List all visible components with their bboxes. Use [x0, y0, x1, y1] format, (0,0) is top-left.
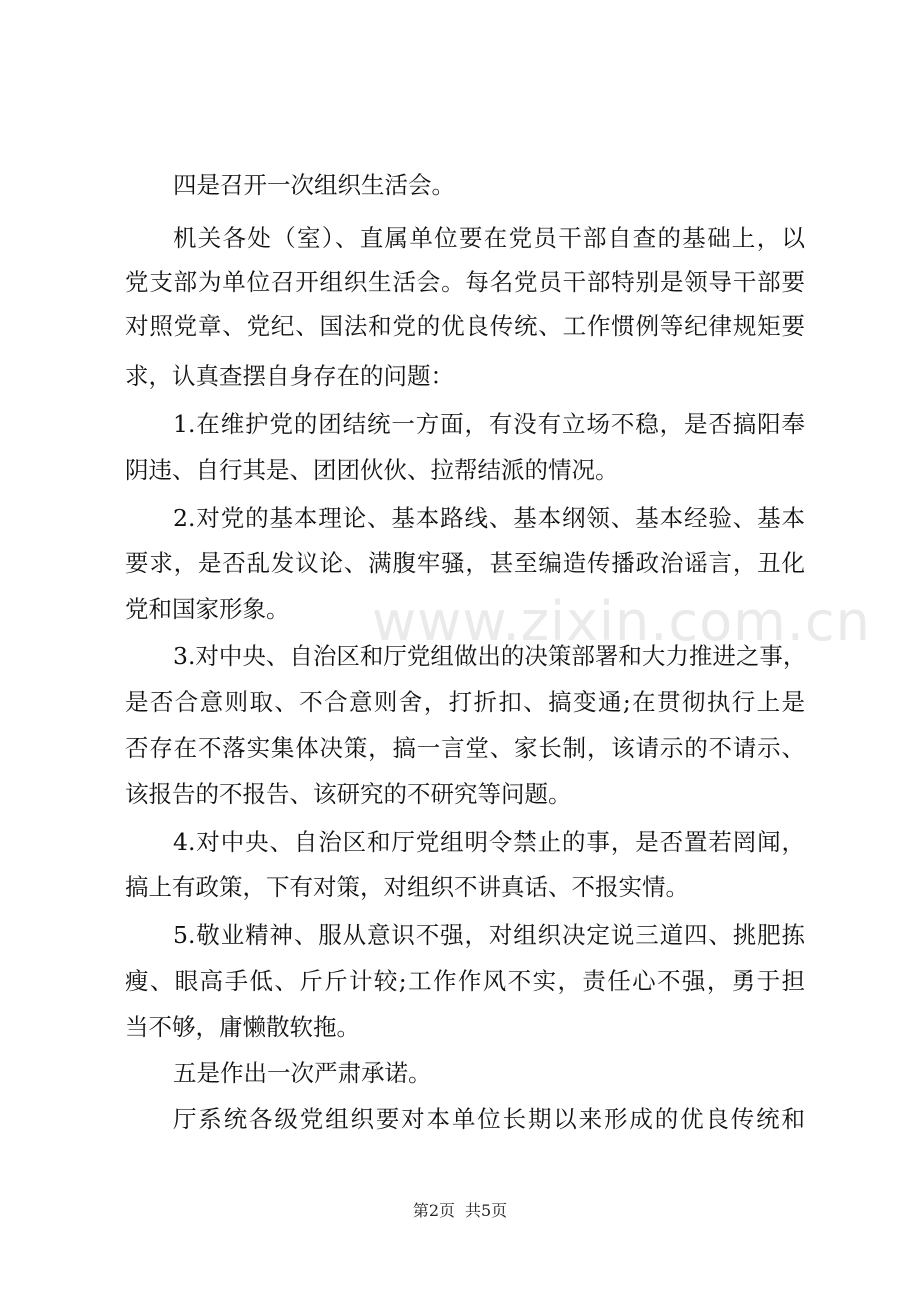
list-item-2-line: 党和国家形象。 — [125, 595, 290, 623]
list-item-3-line: 该报告的不报告、该研究的不研究等问题。 — [125, 780, 572, 808]
page-footer — [0, 1200, 920, 1222]
list-item-2-line: 要求，是否乱发议论、满腹牢骚，甚至编造传播政治谣言，丑化 — [125, 549, 805, 577]
paragraph-line: 厅系统各级党组织要对本单位长期以来形成的优良传统和 — [173, 1105, 805, 1133]
list-item-3-line: 是否合意则取、不合意则舍，打折扣、搞变通;在贯彻执行上是 — [125, 688, 805, 716]
list-item-3-line: 3.对中央、自治区和厅党组做出的决策部署和大力推进之事， — [173, 642, 807, 670]
page-number-current: 第2页 — [412, 1201, 455, 1220]
paragraph-line: 党支部为单位召开组织生活会。每名党员干部特别是领导干部要 — [125, 268, 805, 296]
section-heading-4: 四是召开一次组织生活会。 — [173, 171, 455, 199]
list-item-1-line: 阴违、自行其是、团团伙伙、拉帮结派的情况。 — [125, 456, 619, 484]
paragraph-line: 机关各处（室）、直属单位要在党员干部自查的基础上，以 — [173, 224, 805, 252]
list-item-1-line: 1.在维护党的团结统一方面，有没有立场不稳，是否搞阳奉 — [173, 410, 805, 438]
paragraph-line: 对照党章、党纪、国法和党的优良传统、工作惯例等纪律规矩要 — [125, 312, 805, 340]
list-item-5-line: 瘦、眼高手低、斤斤计较;工作作风不实，责任心不强，勇于担 — [125, 967, 805, 995]
page-number-total: 共5页 — [465, 1201, 508, 1220]
list-item-4-line: 4.对中央、自治区和厅党组明令禁止的事，是否置若罔闻， — [173, 828, 805, 856]
list-item-5-line: 当不够，庸懒散软拖。 — [125, 1013, 360, 1041]
watermark: www.zixin.com.cn — [372, 590, 871, 653]
list-item-2-line: 2.对党的基本理论、基本路线、基本纲领、基本经验、基本 — [173, 504, 805, 532]
paragraph-line: 求，认真查摆自身存在的问题： — [125, 362, 454, 390]
list-item-4-line: 搞上有政策，下有对策，对组织不讲真话、不报实情。 — [125, 873, 689, 901]
section-heading-5: 五是作出一次严肃承诺。 — [173, 1059, 432, 1087]
list-item-5-line: 5.敬业精神、服从意识不强，对组织决定说三道四、挑肥拣 — [173, 921, 805, 949]
list-item-3-line: 否存在不落实集体决策，搞一言堂、家长制，该请示的不请示、 — [125, 734, 805, 762]
